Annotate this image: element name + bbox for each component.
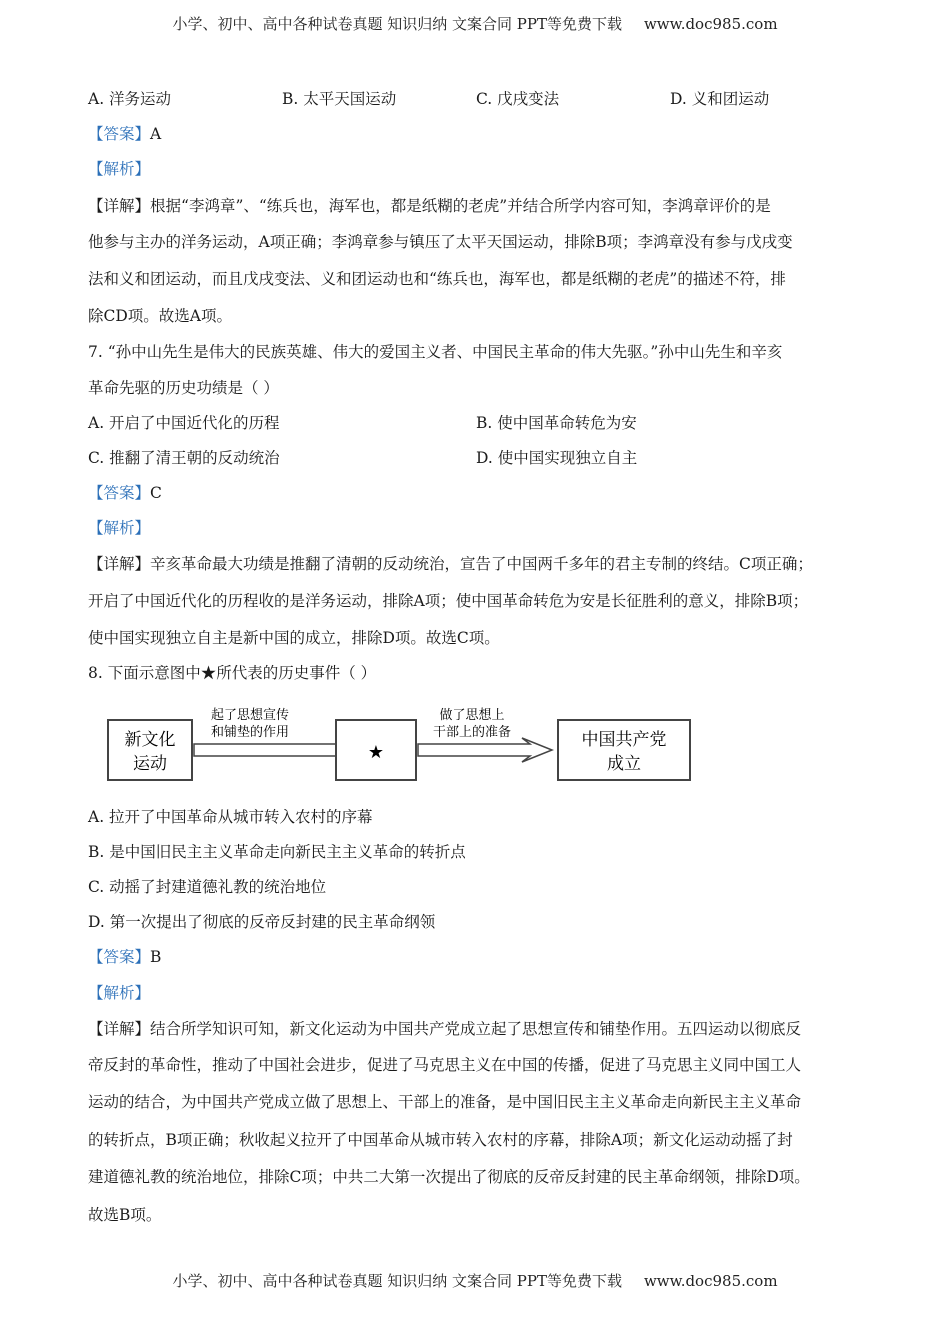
q8-option-c: C. 动摇了封建道德礼教的统治地位: [88, 878, 327, 896]
footer-text: 小学、初中、高中各种试卷真题 知识归纳 文案合同 PPT等免费下载: [172, 1272, 622, 1290]
q8-detail-line-6: 故选B项。: [88, 1206, 162, 1224]
answer-label: 【答案】: [88, 948, 151, 966]
q8-detail-text: 结合所学知识可知，新文化运动为中国共产党成立起了思想宣传和铺垫作用。五四运动以彻底反: [150, 1020, 802, 1038]
q7-option-d: D. 使中国实现独立自主: [476, 449, 638, 467]
q8-detail-line-5: 建道德礼教的统治地位，排除C项；中共二大第一次提出了彻底的反帝反封建的民主革命纲领，排除D项。: [88, 1168, 810, 1186]
diagram-arrow-2: [418, 738, 552, 762]
q8-analysis-label: 【解析】: [88, 984, 151, 1002]
footer-site-link[interactable]: www.doc985.com: [643, 1272, 778, 1290]
q6-option-c: C. 戊戌变法: [476, 90, 560, 108]
q6-option-a: A. 洋务运动: [88, 90, 172, 108]
diagram-box3-line2: 成立: [607, 754, 641, 774]
header-site-link[interactable]: www.doc985.com: [643, 15, 778, 33]
q6-option-d: D. 义和团运动: [670, 90, 770, 108]
q8-option-d: D. 第一次提出了彻底的反帝反封建的民主革命纲领: [88, 913, 436, 931]
q7-analysis-label: 【解析】: [88, 519, 151, 537]
detail-label: 【详解】: [88, 197, 151, 215]
q8-option-a: A. 拉开了中国革命从城市转入农村的序幕: [88, 808, 373, 826]
page-header: [0, 13, 950, 34]
diagram-box3-line1: 中国共产党: [581, 730, 667, 750]
q8-stem: 8. 下面示意图中★所代表的历史事件（ ）: [88, 664, 377, 682]
q8-answer: [88, 947, 161, 967]
q6-answer-value: A: [150, 125, 162, 143]
detail-label: 【详解】: [88, 555, 151, 573]
q8-diagram: [86, 700, 726, 790]
diagram-arrow1-line1: 起了思想宣传: [210, 708, 290, 723]
q6-detail-text: 根据“李鸿章”、“练兵也，海军也，都是纸糊的老虎”并结合所学内容可知，李鸿章评价的是: [150, 197, 771, 215]
q6-option-b: B. 太平天国运动: [282, 90, 397, 108]
detail-label: 【详解】: [88, 1020, 151, 1038]
diagram-box1-line1: 新文化: [124, 730, 176, 750]
q7-option-b: B. 使中国革命转危为安: [476, 414, 637, 432]
diagram-star-icon: ★: [367, 742, 385, 763]
diagram-arrow2-line1: 做了思想上: [439, 708, 505, 723]
q6-detail-line-3: 法和义和团运动，而且戊戌变法、义和团运动也和“练兵也，海军也，都是纸糊的老虎”的描述不符，排: [88, 270, 786, 288]
q6-analysis-label: 【解析】: [88, 160, 151, 178]
q8-detail-line-4: 的转折点，B项正确；秋收起义拉开了中国革命从城市转入农村的序幕，排除A项；新文化运动动摇了封: [88, 1131, 793, 1149]
q6-detail-line-1: [88, 196, 771, 216]
q6-answer: [88, 124, 161, 144]
q6-detail-line-4: 除CD项。故选A项。: [88, 307, 232, 325]
diagram-arrow1-line2: 和铺垫的作用: [210, 725, 290, 740]
q8-option-b: B. 是中国旧民主主义革命走向新民主主义革命的转折点: [88, 843, 466, 861]
q7-answer: [88, 483, 162, 503]
q8-detail-line-2: 帝反封的革命性，推动了中国社会进步，促进了马克思主义在中国的传播，促进了马克思主义同中国工人: [88, 1056, 802, 1074]
q7-option-a: A. 开启了中国近代化的历程: [88, 414, 280, 432]
diagram-arrow2-line2: 干部上的准备: [432, 725, 512, 740]
q7-stem-line-1: 7. “孙中山先生是伟大的民族英雄、伟大的爱国主义者、中国民主革命的伟大先驱。”孙中山先生和辛亥: [88, 343, 783, 361]
q7-detail-line-3: 使中国实现独立自主是新中国的成立，排除D项。故选C项。: [88, 629, 500, 647]
q7-detail-text: 辛亥革命最大功绩是推翻了清朝的反动统治，宣告了中国两千多年的君主专制的终结。C项正确；: [150, 555, 813, 573]
q7-detail-line-2: 开启了中国近代化的历程收的是洋务运动，排除A项；使中国革命转危为安是长征胜利的意义，排除B项；: [88, 592, 809, 610]
q8-answer-value: B: [150, 948, 162, 966]
q6-detail-line-2: 他参与主办的洋务运动，A项正确；李鸿章参与镇压了太平天国运动，排除B项；李鸿章没有参与戊戌变: [88, 233, 793, 251]
q7-option-c: C. 推翻了清王朝的反动统治: [88, 449, 280, 467]
header-text: 小学、初中、高中各种试卷真题 知识归纳 文案合同 PPT等免费下载: [172, 15, 622, 33]
q8-detail-line-3: 运动的结合，为中国共产党成立做了思想上、干部上的准备，是中国旧民主主义革命走向新民主主义革命: [88, 1093, 802, 1111]
diagram-box1-line2: 运动: [133, 754, 167, 774]
q7-answer-value: C: [150, 484, 162, 502]
q7-detail-line-1: [88, 554, 813, 574]
q7-stem-line-2: 革命先驱的历史功绩是（ ）: [88, 379, 279, 397]
page-footer: [0, 1270, 950, 1291]
answer-label: 【答案】: [88, 125, 151, 143]
q8-detail-line-1: [88, 1019, 801, 1039]
answer-label: 【答案】: [88, 484, 151, 502]
